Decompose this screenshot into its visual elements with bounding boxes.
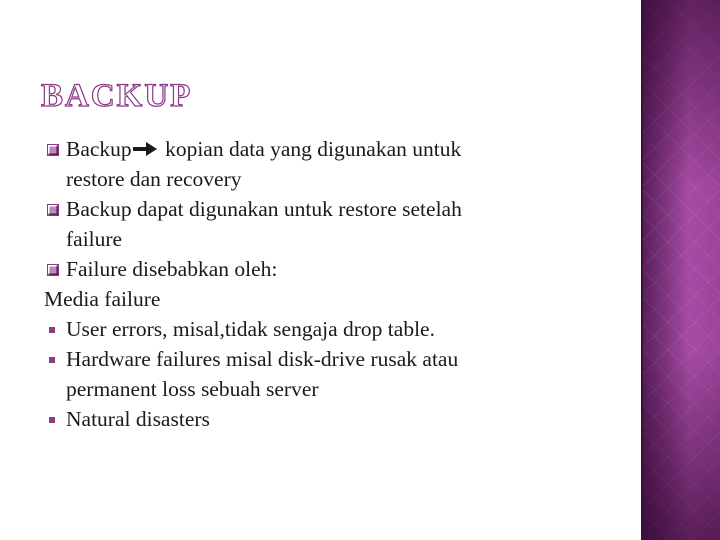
list-item: [44, 194, 604, 254]
item-text-line: Natural disasters: [66, 407, 210, 431]
bullet-list: [44, 134, 604, 434]
item-text-line: permanent loss sebuah server: [66, 377, 319, 401]
square-bullet-icon: [46, 314, 60, 344]
list-item: [44, 344, 604, 404]
checkbox-bullet-icon: [46, 194, 60, 224]
checkbox-bullet-icon: [46, 254, 60, 284]
item-text-line: Backup dapat digunakan untuk restore setelah: [66, 197, 462, 221]
item-text-line: Failure disebabkan oleh:: [66, 257, 278, 281]
item-text-line: restore dan recovery: [66, 167, 242, 191]
list-item: [44, 404, 604, 434]
square-bullet-icon: [46, 404, 60, 434]
item-text-line: Media failure: [44, 287, 161, 311]
checkbox-bullet-icon: [46, 134, 60, 164]
item-text-line: failure: [66, 227, 123, 251]
list-item: [44, 254, 604, 284]
square-bullet-icon: [46, 344, 60, 374]
slide-title: BACKUP: [41, 78, 193, 114]
decorative-side-panel: [641, 0, 720, 540]
list-item: [44, 284, 604, 314]
list-item: [44, 134, 604, 194]
right-arrow-icon: [132, 140, 158, 158]
item-lead: Backup: [66, 137, 132, 161]
item-text-line: kopian data yang digunakan untuk: [165, 137, 462, 161]
list-item: [44, 314, 604, 344]
item-text-line: Hardware failures misal disk-drive rusak atau: [66, 347, 459, 371]
item-text-line: User errors, misal,tidak sengaja drop table.: [66, 317, 435, 341]
